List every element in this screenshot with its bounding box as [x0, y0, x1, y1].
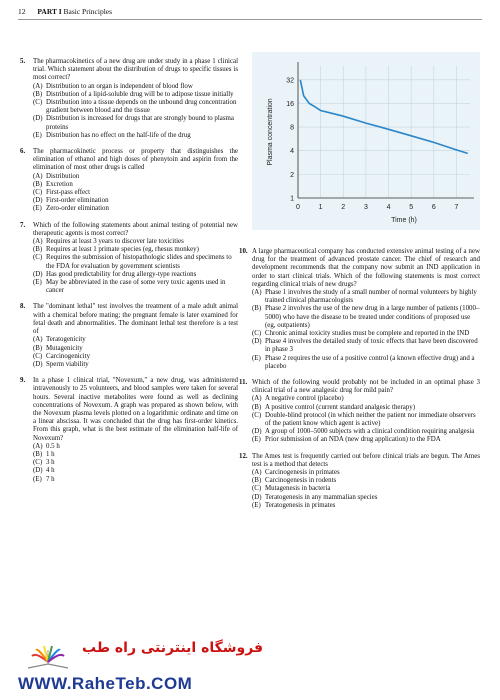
option-text: Phase 1 involves the study of a small number of normal volunteers by highly trained clinical pharmacologists — [265, 289, 477, 305]
option-letter: (C) — [252, 411, 262, 419]
answer-option — [33, 189, 238, 197]
watermark-url: WWW.RaheTeb.COM — [18, 674, 193, 693]
option-letter: (C) — [33, 189, 43, 197]
question-number: 9. — [20, 377, 26, 385]
option-letter: (D) — [33, 270, 43, 278]
x-tick-label: 5 — [409, 204, 414, 211]
answer-option — [33, 238, 238, 246]
header-rule — [18, 19, 482, 20]
answer-option — [33, 353, 238, 361]
option-text: May be abbreviated in the case of some very toxic agents used in cancer — [46, 279, 226, 295]
option-text: Requires the submission of histopathologic slides and specimens to the FDA for evaluation by government scientists — [46, 254, 232, 270]
question-text: Which of the following would probably not be included in an optimal phase 3 clinical trial of a new analgesic drug for mild pain? — [252, 379, 480, 395]
option-letter: (E) — [33, 205, 42, 213]
question — [20, 377, 238, 484]
option-text: Carcinogenicity — [46, 352, 91, 360]
series-line — [300, 80, 467, 154]
answer-option — [33, 83, 238, 91]
option-letter: (D) — [252, 493, 262, 501]
option-letter: (E) — [252, 436, 261, 444]
option-letter: (E) — [33, 475, 42, 483]
question-text: The "dominant lethal" test involves the treatment of a male adult animal with a chemical before mating; the pregnant female is later examined for fetal death and abnormalities. The dominant lethal test therefore is a test of — [33, 303, 238, 336]
question — [20, 58, 238, 140]
answer-option — [252, 305, 480, 330]
page-header — [18, 7, 112, 16]
answer-option — [33, 271, 238, 279]
option-letter: (B) — [252, 477, 262, 485]
option-letter: (D) — [33, 360, 43, 368]
option-text: First-pass effect — [46, 189, 91, 197]
option-letter: (A) — [33, 82, 43, 90]
x-tick-label: 4 — [386, 204, 391, 211]
option-letter: (A) — [252, 395, 262, 403]
option-text: Sperm viability — [46, 360, 89, 368]
option-text: Distribution has no effect on the half-life of the drug — [46, 131, 191, 139]
answer-option — [252, 485, 480, 493]
y-tick-label: 8 — [290, 124, 294, 132]
answer-option — [252, 404, 480, 412]
option-text: Has good predictability for drug allergy-type reactions — [46, 270, 197, 278]
question-number: 7. — [20, 221, 26, 229]
x-tick-label: 6 — [431, 204, 436, 211]
question-text: The pharmacokinetics of a new drug are under study in a phase 1 clinical trial. Which statement about the distribution of drugs to specific tissues is most correct? — [33, 58, 238, 82]
option-letter: (D) — [33, 115, 43, 123]
right-column — [239, 248, 480, 518]
option-letter: (B) — [33, 246, 43, 254]
option-text: Distribution is increased for drugs that are strongly bound to plasma proteins — [46, 115, 234, 131]
option-text: Teratogenicity — [46, 336, 86, 344]
option-letter: (A) — [33, 336, 43, 344]
x-tick-label: 3 — [363, 204, 368, 211]
answer-option — [33, 345, 238, 353]
option-letter: (D) — [252, 338, 262, 346]
x-axis-label: Time (h) — [391, 217, 417, 224]
answer-option — [252, 395, 480, 403]
option-text: Excretion — [46, 180, 73, 188]
option-letter: (D) — [33, 197, 43, 205]
x-tick-label: 1 — [318, 204, 323, 211]
question-text: The Ames test is frequently carried out before clinical trials are begun. The Ames test is a method that detects — [252, 452, 480, 468]
option-text: Phase 4 involves the detailed study of toxic effects that have been discovered in phase 3 — [265, 338, 478, 354]
answer-option — [252, 502, 480, 510]
question-text: A large pharmaceutical company has conducted extensive animal testing of a new drug for the treatment of advanced prostate cancer. The chief of research and development recommends that the company now submit an IND application in order to start clinical trials. Which of the following statements is most correct regarding clinical trials of new drugs? — [252, 248, 480, 288]
option-text: 4 h — [46, 467, 55, 475]
option-letter: (E) — [252, 354, 261, 362]
chart-figure — [252, 52, 480, 230]
answer-option — [33, 91, 238, 99]
option-text: A group of 1000–5000 subjects with a clinical condition requiring analgesia — [265, 428, 475, 436]
y-tick-label: 2 — [290, 171, 294, 179]
answer-option — [33, 115, 238, 131]
question-number: 11. — [239, 379, 248, 387]
question — [239, 379, 480, 445]
answer-option — [33, 361, 238, 369]
answer-option — [33, 476, 238, 484]
option-letter: (B) — [252, 305, 262, 313]
answer-option — [252, 469, 480, 477]
option-letter: (A) — [252, 469, 262, 477]
question — [239, 452, 480, 510]
answer-option — [252, 289, 480, 305]
page-number: 12 — [18, 7, 26, 16]
option-letter: (D) — [252, 428, 262, 436]
option-text: Teratogenesis in primates — [265, 501, 336, 509]
question-number: 5. — [20, 58, 26, 65]
option-text: Carcinogenesis in rodents — [265, 477, 337, 485]
answer-option — [252, 412, 480, 428]
option-text: Zero-order elimination — [46, 205, 109, 213]
x-tick-label: 2 — [341, 204, 346, 211]
option-letter: (B) — [252, 403, 262, 411]
answer-option — [33, 246, 238, 254]
answer-option — [33, 132, 238, 140]
question — [239, 248, 480, 371]
plasma-concentration-chart — [252, 52, 480, 230]
option-text: Double-blind protocol (in which neither the patient nor immediate observers of the patient know which agent is active) — [265, 411, 476, 428]
question-number: 10. — [239, 248, 248, 255]
answer-option — [33, 181, 238, 189]
option-text: Chronic animal toxicity studies must be complete and reported in the IND — [265, 330, 470, 338]
x-tick-label: 0 — [296, 204, 300, 211]
question — [20, 303, 238, 369]
option-letter: (B) — [33, 90, 43, 98]
option-letter: (B) — [33, 180, 43, 188]
option-text: 7 h — [46, 475, 55, 483]
answer-option — [33, 443, 238, 451]
option-letter: (B) — [33, 450, 43, 458]
option-text: 3 h — [46, 459, 55, 467]
answer-option — [33, 451, 238, 459]
option-text: Mutagenicity — [46, 344, 83, 352]
answer-option — [33, 254, 238, 270]
option-letter: (C) — [252, 330, 262, 338]
question-number: 12. — [239, 452, 248, 460]
option-text: Phase 2 involves the use of the new drug in a large number of patients (1000–5000) who have the disease to be treated under conditions of proposed use (eg, outpatients) — [265, 305, 480, 329]
answer-option — [252, 428, 480, 436]
left-column — [20, 58, 238, 492]
option-text: Distribution into a tissue depends on the unbound drug concentration gradient between blood and the tissue — [46, 99, 237, 115]
option-text: Distribution of a lipid-soluble drug will be to adipose tissue initially — [46, 90, 234, 98]
question-text: In a phase 1 clinical trial, "Novexum," a new drug, was administered intravenously to 25 volunteers, and blood samples were taken for several hours. Several inactive metabolites were found as well as declining concentrations of Novexum. A graph was prepared as shown below, with the Novexum plasma levels plotted on a logarithmic ordinate and time on a linear abscissa. It was concluded that the drug has first-order kinetics. From this graph, what is the best estimate of the elimination half-life of Novexum? — [33, 377, 238, 442]
option-text: Requires at least 3 years to discover late toxicities — [46, 238, 184, 246]
option-letter: (A) — [33, 238, 43, 246]
question — [20, 148, 238, 214]
answer-option — [33, 99, 238, 115]
answer-option — [33, 279, 238, 295]
answer-option — [33, 205, 238, 213]
book-logo-icon — [18, 642, 78, 672]
y-tick-label: 4 — [290, 148, 294, 156]
part-label: PART I — [37, 7, 62, 16]
question-text: The pharmacokinetic process or property that distinguishes the elimination of ethanol and high doses of phenytoin and aspirin from the elimination of most other drugs is called — [33, 148, 238, 172]
option-letter: (C) — [33, 459, 43, 467]
y-tick-label: 32 — [286, 77, 294, 85]
answer-option — [33, 459, 238, 467]
answer-option — [252, 494, 480, 502]
option-text: First-order elimination — [46, 197, 109, 205]
y-tick-label: 1 — [290, 195, 294, 203]
answer-option — [252, 338, 480, 354]
option-text: Teratogenesis in any mammalian species — [265, 493, 378, 501]
option-letter: (C) — [252, 485, 262, 493]
option-text: Requires at least 1 primate species (eg, rhesus monkey) — [46, 246, 199, 254]
part-title: Basic Principles — [63, 7, 113, 16]
question-text: Which of the following statements about animal testing of potential new therapeutic agents is most correct? — [33, 221, 238, 237]
option-letter: (E) — [33, 279, 42, 287]
option-text: Prior submission of an NDA (new drug application) to the FDA — [265, 436, 441, 444]
option-letter: (A) — [33, 172, 43, 180]
answer-option — [252, 330, 480, 338]
option-text: A negative control (placebo) — [265, 395, 344, 403]
option-letter: (A) — [252, 289, 262, 297]
option-letter: (B) — [33, 344, 43, 352]
option-letter: (C) — [33, 352, 43, 360]
option-text: 1 h — [46, 450, 55, 458]
question-number: 8. — [20, 303, 26, 311]
option-letter: (E) — [252, 501, 261, 509]
answer-option — [252, 477, 480, 485]
option-letter: (A) — [33, 442, 43, 450]
option-text: Distribution — [46, 172, 80, 180]
option-letter: (D) — [33, 467, 43, 475]
option-text: Distribution to an organ is independent of blood flow — [46, 82, 193, 90]
option-letter: (E) — [33, 131, 42, 139]
y-tick-label: 16 — [286, 100, 294, 108]
option-text: Phase 2 requires the use of a positive control (a known effective drug) and a placebo — [265, 354, 475, 370]
answer-option — [252, 436, 480, 444]
x-tick-label: 7 — [454, 204, 459, 211]
answer-option — [33, 197, 238, 205]
option-text: Mutagenesis in bacteria — [265, 485, 331, 493]
answer-option — [252, 355, 480, 371]
option-letter: (C) — [33, 99, 43, 107]
option-text: A positive control (current standard analgesic therapy) — [265, 403, 416, 411]
option-text: 0.5 h — [46, 442, 60, 450]
answer-option — [33, 336, 238, 344]
answer-option — [33, 467, 238, 475]
option-text: Carcinogenesis in primates — [265, 469, 340, 477]
watermark-persian: فروشگاه اینترنتی راه طب — [82, 640, 264, 656]
question — [20, 221, 238, 296]
y-axis-label: Plasma concentration — [267, 98, 274, 166]
question-number: 6. — [20, 148, 26, 156]
option-letter: (C) — [33, 254, 43, 262]
answer-option — [33, 173, 238, 181]
